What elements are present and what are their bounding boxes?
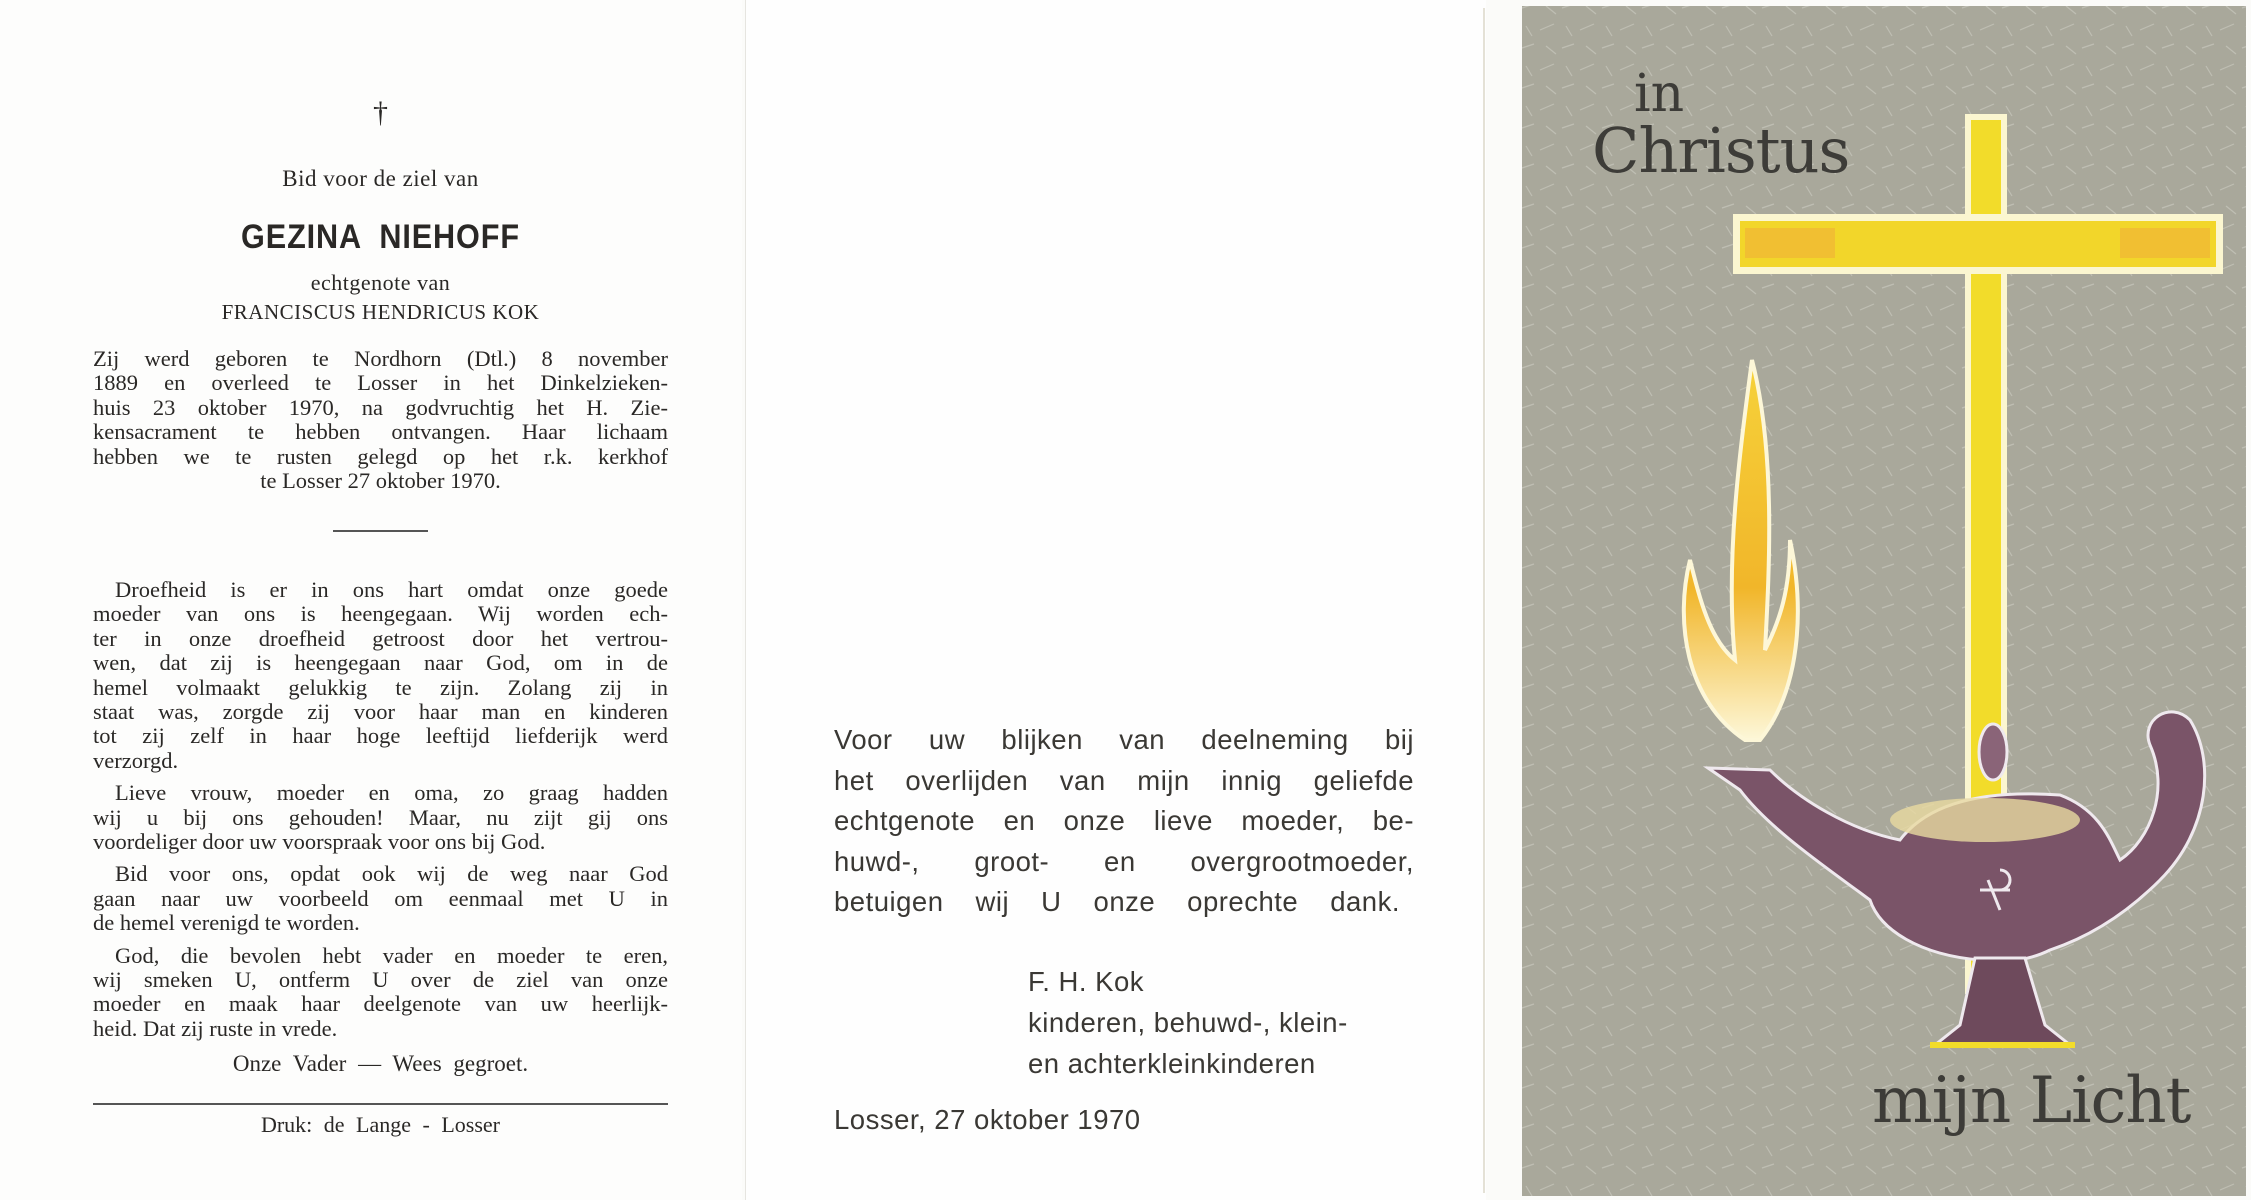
bio-line: kensacrament te hebben ontvangen. Haar lichaam	[93, 419, 668, 445]
cover-title-mijn-licht: mijn Licht	[1872, 1064, 2191, 1138]
prayer-line: moeder van ons is heengegaan. Wij worden ech-	[93, 601, 668, 627]
bio-line: hebben we te rusten gelegd op het r.k. kerkhof	[93, 443, 668, 469]
prayer-line: heid. Dat zij ruste in vrede.	[93, 1015, 338, 1041]
prayer-line: staat was, zorgde zij voor haar man en kinderen	[93, 699, 668, 724]
prayer-line: tot zij zelf in haar hoge leeftijd liefderijk werd	[93, 723, 668, 749]
cross-symbol: †	[373, 96, 388, 129]
thanks-line: Voor uw blijken van deelneming bij	[834, 724, 1414, 755]
closing-prayers: Onze Vader — Wees gegroet.	[232, 1051, 529, 1076]
prayer-line: Droefheid is er in ons hart omdat onze goede	[115, 577, 668, 602]
signature-line: kinderen, behuwd-, klein-	[1028, 1007, 1348, 1038]
thanks-line: echtgenote en onze lieve moeder, be-	[834, 805, 1414, 836]
prayer-line: hemel volmaakt gelukkig te zijn. Zolang zij in	[93, 674, 668, 700]
prayer-line: Lieve vrouw, moeder en oma, zo graag hadden	[115, 780, 668, 806]
spouse-name: FRANCISCUS HENDRICUS KOK	[221, 300, 540, 324]
prayer-line: verzorgd.	[93, 747, 179, 773]
prayer-line: ter in onze droefheid getroost door het vertrou-	[93, 625, 668, 651]
place-date: Losser, 27 oktober 1970	[834, 1104, 1141, 1135]
pray-for-line: Bid voor de ziel van	[282, 166, 479, 191]
prayer-line: voordeliger door uw voorspraak voor ons bij God.	[93, 829, 546, 854]
prayer-line: wij u bij ons gehouden! Maar, nu zijt gij ons	[93, 804, 668, 830]
prayer-line: gaan naar uw voorbeeld om eenmaal met U in	[93, 885, 668, 911]
prayer-line: moeder en maak haar deelgenote van uw heerlijk-	[93, 991, 668, 1017]
bio-line: huis 23 oktober 1970, na godvruchtig het H. Zie-	[93, 394, 668, 420]
thanks-line: betuigen wij U onze oprechte dank.	[834, 886, 1400, 917]
cover-title-christus: Christus	[1592, 114, 1850, 187]
cover-title-in: in	[1634, 64, 1685, 124]
thanks-line: het overlijden van mijn innig geliefde	[834, 764, 1414, 796]
prayer-line: de hemel verenigd te worden.	[93, 910, 360, 936]
bio-line: te Losser 27 oktober 1970.	[260, 468, 501, 493]
printer-credit: Druk: de Lange - Losser	[260, 1112, 501, 1137]
prayer-line: God, die bevolen hebt vader en moeder te eren,	[115, 942, 668, 968]
spouse-label: echtgenote van	[310, 270, 451, 295]
bio-line: Zij werd geboren te Nordhorn (Dtl.) 8 november	[93, 346, 668, 371]
prayer-line: Bid voor ons, opdat ook wij de weg naar God	[115, 861, 668, 887]
thanks-line: huwd-, groot- en overgrootmoeder,	[834, 845, 1414, 877]
bio-line: 1889 en overleed te Losser in het Dinkelzieken-	[93, 370, 668, 396]
signature-line: en achterkleinkinderen	[1028, 1048, 1316, 1079]
deceased-name: GEZINA NIEHOFF	[241, 218, 520, 256]
prayer-line: wen, dat zij is heengegaan naar God, om in de	[93, 650, 668, 676]
prayer-line: wij smeken U, ontferm U over de ziel van onze	[93, 967, 668, 992]
signature-line: F. H. Kok	[1028, 966, 1145, 997]
